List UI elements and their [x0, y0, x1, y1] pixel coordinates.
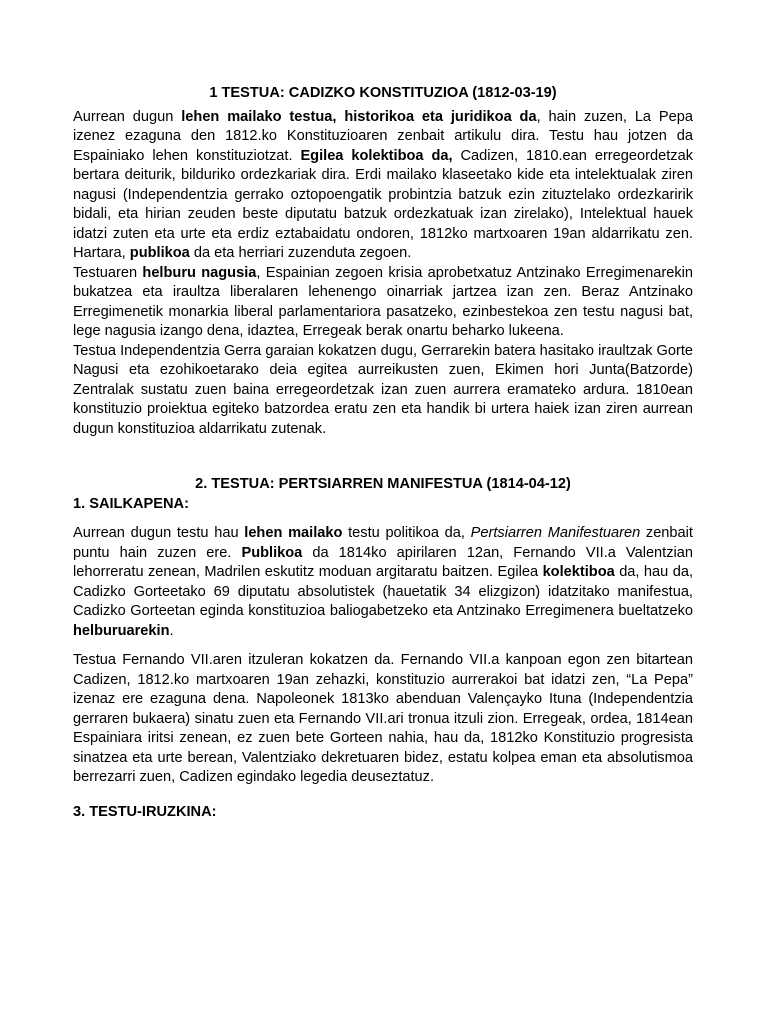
text2-heading: 2. TESTUA: PERTSIARREN MANIFESTUA (1814-04-12) — [195, 476, 571, 492]
spacer — [73, 788, 693, 803]
text-run: . — [169, 622, 174, 639]
text-run: Aurrean dugun testu hau — [73, 525, 245, 541]
italic-text-run: Pertsiarren Manifestuaren — [470, 525, 641, 541]
bold-text-run: lehen mailako — [244, 525, 343, 541]
text1-paragraph-3 — [73, 342, 693, 440]
spacer — [73, 514, 693, 524]
text-run: zenbait puntu hain zuzen ere. — [73, 525, 693, 561]
bold-text-run: helburu nagusia — [142, 264, 257, 281]
bold-text-run: Egilea kolektiboa da, — [300, 147, 453, 164]
text2-paragraph-1 — [73, 524, 693, 641]
section-testu-iruzkina-heading: 3. TESTU-IRUZKINA: — [73, 803, 217, 820]
text-run: Testua Fernando VII.aren itzuleran kokatzen da. Fernando VII.a kanpoan egon zen bitartean Cadizen, 1812.ko martxoaren 19an zehazki, konstituzio aurrerakoi bat idatzi zen, “La Pepa” izenaz ere ezaguna dena. Napoleonek 1813ko abenduan Valençayko Ituna (Independentzia gerraren bukaera) sinatu zuen eta Fernando VII.ari tronua itzuli zion. Erregeak, ordea, 1814ean Espainiara iritsi zenean, ez zuen bete Gorteen nahia, hau da, 1812ko Konstituzio progresista sinatzea eta urte berean, Valentziako dekretuaren bidez, estatu kolpea eman eta absolutismoa berrezarri zuen, Cadizen egindako legedia deuseztatuz. — [73, 652, 693, 785]
bold-text-run: kolektiboa — [542, 564, 615, 580]
bold-text-run: helburuarekin — [73, 622, 170, 639]
text2-paragraph-2 — [73, 651, 693, 788]
text1-paragraph-1 — [73, 108, 693, 264]
bold-text-run: publikoa — [129, 245, 190, 261]
text-run: da 1814ko apirilaren 12an, Fernando VII.a Valentzian lehorreratu zenean, Madrilen eskutitz moduan argitaratu baitzen. Egilea — [73, 544, 693, 580]
text-run: Aurrean dugun — [73, 108, 182, 125]
text-run: da, hau da, Cadizko Gorteetako 69 diputatu absolutistek (hauetatik 34 elizgizon) idatzitako manifestua, Cadizko Gorteetan eginda konstituzioa baliogabetzeko eta Antzinako Erregimenera bueltatzeko — [73, 564, 693, 619]
section-sailkapena-heading: 1. SAILKAPENA: — [73, 495, 189, 512]
bold-text-run: lehen mailako testua, historikoa eta juridikoa da — [181, 108, 537, 125]
text-run: , Espainian zegoen krisia aprobetxatuz Antzinako Erregimenarekin bukatzea eta iraultza liberalaren lehenengo oinarriak jartzea izan zen. Beraz Antzinako Erregimenetik monarkia liberal parlamentariora pasatzeko, ezinbestekoa zen testu nagusi bat, lege nagusia izango dena, idaztea, Erregeak berak onartu beharko lukeena. — [73, 264, 694, 339]
bold-text-run: Publikoa — [241, 544, 303, 561]
text-run: Cadizen, 1810.ean erregeordetzak bertara deiturik, bilduriko ordezkariak dira. Erdi mailako klaseetako kide eta intelektualak ziren nagusi (Independentzia gerrako oztopoengatik probintzia batzuk ezin zituztelako ordezkaririk bidali, eta hirian zeuden beste diputatu batzuk ordezkatuak izan zirelako), Intelektual hauek idatzi zuten eta urte eta erdiz eztabaidatu ondoren, 1812ko martxoaren 19an aldarrikatu zen. Hartara, — [73, 147, 693, 261]
text-run: , hain zuzen, La Pepa izenez ezaguna den 1812.ko Konstituzioaren zenbait artikulu dira. Testu hau jotzen da Espainiako lehen konstituziotzat. — [73, 108, 693, 164]
document-page — [73, 84, 693, 822]
text-run: Testuaren — [73, 264, 143, 281]
spacer — [73, 439, 693, 475]
text1-heading: 1 TESTUA: CADIZKO KONSTITUZIOA (1812-03-19) — [209, 85, 557, 101]
text-run: Testua Independentzia Gerra garaian kokatzen dugu, Gerrarekin batera hasitako iraultzak Gorte Nagusi eta ezohikoetarako deia egitea aurreikusten zuen, Ekimen hori Junta(Batzorde) Zentralak sustatu zuen baina erregeordetzak izan zuen aurrera eramateko ardura. 1810ean konstituzio proiektua egiteko batzordea eratu zen eta handik bi urtera haiek izan ziren aurrean dugun konstituzioa aldarrikatu zutenak. — [73, 342, 693, 437]
text1-paragraph-2 — [73, 264, 693, 342]
text-run: da eta herriari zuzenduta zegoen. — [189, 245, 412, 261]
text-run: testu politikoa da, — [342, 525, 471, 541]
spacer — [73, 641, 693, 651]
